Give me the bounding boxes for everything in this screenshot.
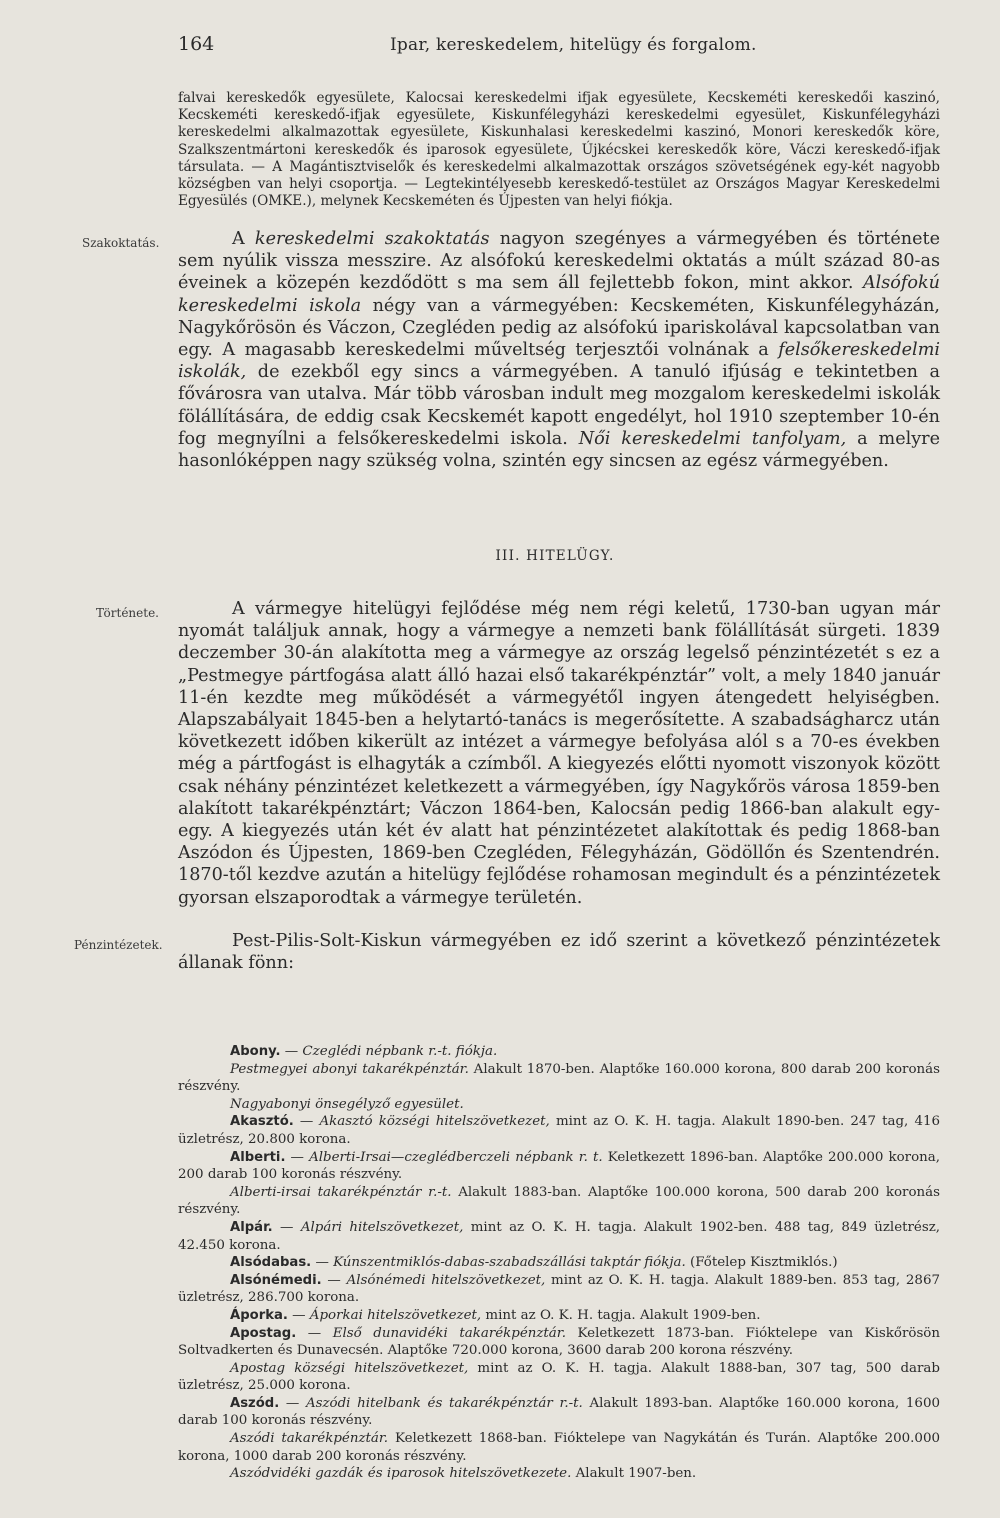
institution-entry [178, 1113, 940, 1148]
entry-institution-name: Első dunavidéki takarékpénztár. [332, 1325, 566, 1341]
entry-place: Aszód. [230, 1395, 280, 1411]
entry-institution-name: Nagyabonyi önsegélyző egyesület. [230, 1096, 464, 1112]
entry-institution-name: Apostag községi hitelszövetkezet, [230, 1360, 469, 1376]
entry-dash: — [293, 1114, 320, 1130]
entry-dash: — [321, 1272, 347, 1288]
institution-entry [178, 1360, 940, 1395]
institution-entry [178, 1307, 940, 1325]
entry-place: Alpár. [230, 1219, 273, 1235]
entry-details: mint az O. K. H. tagja. Alakult 1890-ben. 247 tag, 416 üzletrész, 20.800 korona. [178, 1114, 941, 1147]
entry-institution-name: Czeglédi népbank r.-t. fiókja. [302, 1044, 498, 1059]
institution-entry [178, 1254, 940, 1272]
emphasis-text: Női kereskedelmi tanfolyam, [578, 428, 847, 449]
entry-details: Alakult 1883-ban. Alaptőke 100.000 korona, 500 darab 200 koronás részvény. [178, 1184, 940, 1218]
entry-dash: — [279, 1395, 306, 1411]
margin-note-penzintezetek: Pénzintézetek. [74, 938, 163, 952]
entry-institution-name: Alberti-irsai takarékpénztár r.-t. [230, 1184, 452, 1200]
text-run: négy van a vármegyében: Kecskeméten, Kiskunfélegyházán, Nagykőrösön és Váczon, Czegléden pedig az alsófokú ipariskolával kapcsolatban van egy. A magasabb kereskedelmi műveltség terjesztői volnának a [178, 295, 941, 361]
institution-entry [178, 1149, 940, 1184]
entry-details: (Főtelep Kisztmiklós.) [685, 1255, 838, 1271]
entry-details: Alakult 1907-ben. [571, 1466, 697, 1482]
hitelugy-paragraph: A vármegye hitelügyi fejlődése még nem régi keletű, 1730-ban ugyan már nyomát találjuk annak, hogy a vármegye a nemzeti bank fölállítását sürgeti. 1839 deczember 30-án alakította meg a vármegye az ország legelső pénzintézetét s ez a „Pestmegye pártfogása alatt álló hazai első takarékpénztár” volt, a mely 1840 január 11-én kezdte meg működését a vármegyétől ingyen átengedett helyiségben. Alapszabályait 1845-ben a helytartó-tanács is megerősítette. A szabadságharcz után következett időben kikerült az intézet a vármegye befolyása alól s a 70-es években még a pártfogást is elhagyták a czímből. A kiegyezés előtti nyomott viszonyok között csak néhány pénzintézet keletkezett a vármegyében, így Nagykőrös városa 1859-ben alakított takarékpénztárt; Váczon 1864-ben, Kalocsán pedig 1866-ban alakult egy-egy. A kiegyezés után két év alatt hat pénzintézetet alakítottak és pedig 1868-ban Aszódon és Újpesten, 1869-ben Czegléden, Félegyházán, Gödöllőn és Szentendrén. 1870-től kezdve azután a hitelügy fejlődése rohamosan megindult és a pénzintézetek gyorsan elszaporodtak a vármegye területén. [178, 599, 940, 908]
running-title: Ipar, kereskedelem, hitelügy és forgalom. [390, 35, 757, 55]
institution-entry [178, 1184, 940, 1219]
entry-institution-name: Aszódvidéki gazdák és iparosok hitelszövetkezete. [230, 1466, 572, 1482]
entry-institution-name: Áporkai hitelszövetkezet, [309, 1307, 482, 1323]
entry-details: Keletkezett 1868-ban. Fióktelepe van Nagykátán és Turán. Alaptőke 200.000 korona, 1000 darab 200 koronás részvény. [178, 1431, 940, 1464]
entry-institution-name: Alberti-Irsai—czeglédberczeli népbank r. t. [309, 1149, 603, 1165]
institution-entry [178, 1096, 940, 1114]
institution-entry [178, 1219, 940, 1254]
entry-dash: — [311, 1255, 334, 1271]
entry-institution-name: Alpári hitelszövetkezet, [300, 1219, 464, 1235]
entry-dash: — [280, 1044, 303, 1059]
entry-place: Áporka. [230, 1307, 288, 1323]
text-run: nagyon szegényes a vármegyében és története sem nyúlik vissza messzire. Az alsófokú kereskedelmi oktatás a múlt század 80-as éveinek a közepén kezdődött s ma sem áll fejlettebb fokon, mint akkor. [178, 229, 940, 294]
emphasis-text: felsőkereskedelmi iskolák, [178, 340, 940, 383]
institution-entry [178, 1061, 940, 1096]
entry-dash: — [272, 1219, 301, 1235]
entry-details: mint az O. K. H. tagja. Alakult 1909-ben. [481, 1307, 761, 1323]
institution-list [178, 1043, 940, 1483]
szakoktatas-paragraph [178, 228, 940, 472]
entry-details: Keletkezett 1873-ban. Fióktelepe van Kiskőrösön Soltvadkerten és Dunavecsén. Alaptőke 720.000 korona, 3600 darab 200 korona részvény. [178, 1325, 940, 1359]
entry-place: Abony. [230, 1044, 281, 1059]
page-number: 164 [178, 33, 215, 55]
institution-entry [178, 1395, 940, 1430]
margin-note-szakoktatas: Szakoktatás. [82, 236, 160, 250]
entry-details: Alakult 1893-ban. Alaptőke 160.000 korona, 1600 darab 100 koronás részvény. [178, 1395, 940, 1429]
entry-institution-name: Alsónémedi hitelszövetkezet, [346, 1272, 546, 1288]
entry-details: Keletkezett 1896-ban. Alaptőke 200.000 korona, 200 darab 100 koronás részvény. [178, 1149, 940, 1183]
entry-institution-name: Aszódi takarékpénztár. [230, 1431, 389, 1447]
associations-paragraph: falvai kereskedők egyesülete, Kalocsai kereskedelmi ifjak egyesülete, Kecskeméti kereskedői kaszinó, Kecskeméti kereskedő-ifjak egyesülete, Kiskunfélegyházi kereskedelmi egyesület, Kiskunfélegyházi kereskedelmi alkalmazottak egyesülete, Kiskunhalasi kereskedelmi kaszinó, Monori kereskedők köre, Szalkszentmártoni kereskedők és iparosok egyesülete, Újkécskei kereskedők köre, Váczi kereskedő-ifjak társulata. — A Magántisztviselők és kereskedelmi alkalmazottak országos szövetségének egy-két nagyobb községben van helyi csoportja. — Legtekintélyesebb kereskedő-testület az Országos Magyar Kereskedelmi Egyesülés (OMKE.), melynek Kecskeméten és Újpesten van helyi fiókja. [178, 90, 940, 210]
text-run: a melyre hasonlóképpen nagy szükség volna, szintén egy sincsen az egész vármegyében. [178, 428, 941, 472]
entry-dash: — [296, 1325, 333, 1341]
entry-institution-name: Aszódi hitelbank és takarékpénztár r.-t. [305, 1395, 583, 1411]
section-title: III. HITELÜGY. [495, 548, 615, 564]
entry-details: mint az O. K. H. tagja. Alakult 1888-ban, 307 tag, 500 darab üzletrész, 25.000 korona. [178, 1360, 940, 1394]
entry-place: Alberti. [230, 1149, 286, 1165]
institution-entry [178, 1325, 940, 1360]
entry-details: mint az O. K. H. tagja. Alakult 1889-ben. 853 tag, 2867 üzletrész, 286.700 korona. [178, 1272, 940, 1306]
emphasis-text: kereskedelmi szakoktatás [254, 229, 490, 249]
entry-place: Alsónémedi. [230, 1272, 322, 1288]
page-header [178, 33, 938, 63]
entry-place: Alsódabas. [230, 1255, 312, 1271]
text-run: A [232, 229, 255, 249]
entry-place: Apostag. [230, 1325, 297, 1341]
margin-note-tortenete: Története. [96, 606, 159, 620]
entry-details: mint az O. K. H. tagja. Alakult 1902-ben. 488 tag, 849 üzletrész, 42.450 korona. [178, 1219, 941, 1253]
entry-institution-name: Pestmegyei abonyi takarékpénztár. [230, 1061, 469, 1077]
penzintezetek-intro: Pest-Pilis-Solt-Kiskun vármegyében ez idő szerint a következő pénzintézetek állanak fönn: [178, 931, 940, 974]
text-run: de ezekből egy sincs a vármegyében. A tanuló ifjúság e tekintetben a fővárosra van utalva. Már több városban indult meg mozgalom kereskedelmi iskolák fölállítására, de eddig csak Kecskemét kapott engedélyt, hol 1910 szeptember 10-én fog megnyílni a felsőkereskedelmi iskola. [178, 362, 940, 449]
institution-entry [178, 1465, 940, 1483]
emphasis-text: Alsófokú kereskedelmi iskola [178, 273, 940, 316]
entry-dash: — [287, 1307, 310, 1323]
entry-institution-name: Akasztó községi hitelszövetkezet, [319, 1114, 550, 1130]
entry-details: Alakult 1870-ben. Alaptőke 160.000 korona, 800 darab 200 koronás részvény. [178, 1061, 940, 1095]
entry-institution-name: Kúnszentmiklós-dabas-szabadszállási takptár fiókja. [333, 1255, 686, 1271]
institution-entry [178, 1430, 940, 1465]
entry-place: Akasztó. [230, 1114, 294, 1130]
institution-entry [178, 1043, 940, 1061]
entry-dash: — [285, 1149, 310, 1165]
institution-entry [178, 1272, 940, 1307]
